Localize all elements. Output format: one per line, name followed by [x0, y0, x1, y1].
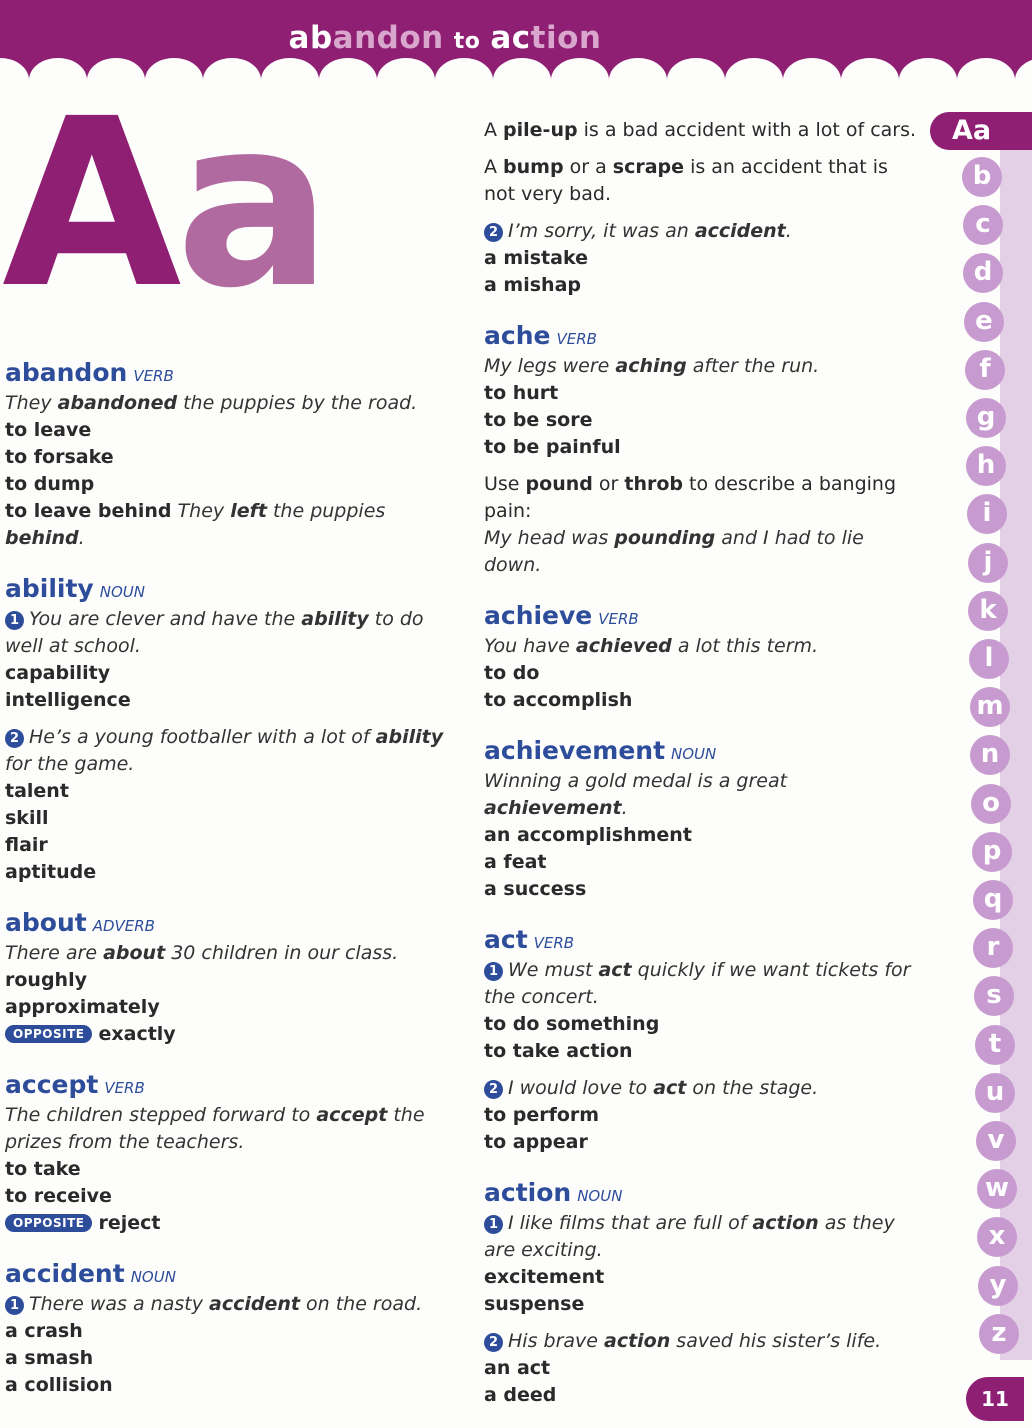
example: 1 You are clever and have the ability to do well at school. [5, 608, 424, 657]
tab-letter-d[interactable]: d [963, 253, 1003, 293]
synonym: to leave behind They left the puppies behind. [5, 500, 386, 549]
synonym: a deed [484, 1384, 557, 1406]
tab-letter-g[interactable]: g [966, 398, 1006, 438]
headword: action [484, 1178, 572, 1207]
synonym: suspense [484, 1293, 585, 1315]
usage-note: Use pound or throb to describe a banging pain: [484, 473, 897, 522]
example: 1 We must act quickly if we want tickets for the concert. [484, 959, 911, 1008]
tab-letter-f[interactable]: f [965, 350, 1005, 390]
synonym: a collision [5, 1374, 113, 1396]
tab-letter-x[interactable]: x [977, 1217, 1017, 1257]
tab-letter-z[interactable]: z [979, 1314, 1019, 1354]
tab-letter-u[interactable]: u [975, 1073, 1015, 1113]
headword: about [5, 908, 87, 937]
synonym: a success [484, 878, 587, 900]
synonym: to take [5, 1158, 81, 1180]
tab-letter-n[interactable]: n [970, 735, 1010, 775]
tab-letter-w[interactable]: w [977, 1169, 1017, 1209]
synonym: to take action [484, 1040, 633, 1062]
headword: ache [484, 321, 551, 350]
synonym: to do something [484, 1013, 660, 1035]
entry-accept: accept VERB The children stepped forward to accept the prizes from the teachers. to take to receive OPPOSITE reject [5, 1070, 460, 1237]
sense-number-icon: 1 [484, 1215, 503, 1234]
tab-letter-s[interactable]: s [974, 976, 1014, 1016]
synonym: skill [5, 807, 49, 829]
synonym: flair [5, 834, 48, 856]
example: 1 I like films that are full of action as they are exciting. [484, 1212, 895, 1261]
synonym: a crash [5, 1320, 83, 1342]
section-letter: Aa [2, 69, 327, 339]
synonym: capability [5, 662, 111, 684]
headword: achievement [484, 736, 666, 765]
sense-number-icon: 2 [484, 1333, 503, 1352]
tab-letter-b[interactable]: b [962, 157, 1002, 197]
entry-ability: ability NOUN 1 You are clever and have the ability to do well at school. capability intelligence 2 He’s a young footballer with a lot of ability for the game. talent skill flair aptitude [5, 574, 460, 886]
synonym: to leave [5, 419, 92, 441]
opposite-badge: OPPOSITE [5, 1214, 92, 1232]
entry-accident: accident NOUN 1 There was a nasty accident on the road. a crash a smash a collision [5, 1259, 460, 1399]
opposite: OPPOSITE exactly [5, 1021, 460, 1048]
example: My head was pounding and I had to lie down. [484, 527, 864, 576]
tab-letter-l[interactable]: l [969, 639, 1009, 679]
entry-abandon: abandon VERB They abandoned the puppies by the road. to leave to forsake to dump to leave behind They left the puppies behind. [5, 358, 460, 552]
synonym: to be painful [484, 436, 621, 458]
tab-letter-e[interactable]: e [964, 302, 1004, 342]
tab-letter-q[interactable]: q [973, 880, 1013, 920]
opposite-badge: OPPOSITE [5, 1025, 92, 1043]
synonym: intelligence [5, 689, 131, 711]
entry-achievement: achievement NOUN Winning a gold medal is a great achievement. an accomplishment a feat a success [484, 736, 924, 903]
synonym: a feat [484, 851, 547, 873]
sense-number-icon: 2 [5, 729, 24, 748]
example: Winning a gold medal is a great achievement. [484, 770, 788, 819]
sense-number-icon: 1 [5, 1296, 24, 1315]
sense-number-icon: 2 [484, 223, 503, 242]
tab-letter-m[interactable]: m [970, 687, 1010, 727]
synonym: to receive [5, 1185, 112, 1207]
tab-letter-t[interactable]: t [975, 1025, 1015, 1065]
tab-letter-r[interactable]: r [973, 928, 1013, 968]
sense-number-icon: 2 [484, 1080, 503, 1099]
synonym: to perform [484, 1104, 600, 1126]
entry-action: action NOUN 1 I like films that are full of action as they are exciting. excitement suspense 2 His brave action saved his sister’s life. an act a deed [484, 1178, 924, 1409]
synonym: to be sore [484, 409, 593, 431]
synonym: approximately [5, 996, 160, 1018]
tab-letter-i[interactable]: i [967, 494, 1007, 534]
example: My legs were aching after the run. [484, 355, 820, 377]
example: There are about 30 children in our class. [5, 942, 399, 964]
tab-letter-j[interactable]: j [968, 543, 1008, 583]
synonym: to forsake [5, 446, 114, 468]
example: They abandoned the puppies by the road. [5, 392, 418, 414]
entry-ache: ache VERB My legs were aching after the run. to hurt to be sore to be painful Use pound or throb to describe a banging pain: My head was pounding and I had to lie down. [484, 321, 924, 579]
tab-letter-o[interactable]: o [971, 784, 1011, 824]
tab-letter-c[interactable]: c [963, 205, 1003, 245]
synonym: an accomplishment [484, 824, 692, 846]
synonym: to do [484, 662, 540, 684]
synonym: roughly [5, 969, 87, 991]
synonym: excitement [484, 1266, 605, 1288]
synonym: an act [484, 1357, 551, 1379]
headword: accept [5, 1070, 99, 1099]
synonym: a mistake [484, 247, 588, 269]
synonym: a smash [5, 1347, 94, 1369]
example: 2 I would love to act on the stage. [484, 1075, 924, 1102]
example: 2 His brave action saved his sister’s life. [484, 1328, 924, 1355]
synonym: to dump [5, 473, 95, 495]
page-number: 11 [966, 1377, 1024, 1421]
example: 2 He’s a young footballer with a lot of ability for the game. [5, 726, 444, 775]
page-title: abandon to action [288, 20, 602, 56]
example: The children stepped forward to accept the prizes from the teachers. [5, 1104, 425, 1153]
entry-act: act VERB 1 We must act quickly if we want tickets for the concert. to do something to take action 2 I would love to act on the stage. to perform to appear [484, 925, 924, 1156]
headword: achieve [484, 601, 593, 630]
headword: ability [5, 574, 94, 603]
sense-number-icon: 1 [5, 611, 24, 630]
tab-letter-p[interactable]: p [972, 832, 1012, 872]
example: 2 I’m sorry, it was an accident. [484, 218, 924, 245]
synonym: talent [5, 780, 69, 802]
headword: abandon [5, 358, 128, 387]
sense-number-icon: 1 [484, 962, 503, 981]
synonym: a mishap [484, 274, 582, 296]
entry-accident-continued [484, 117, 924, 299]
headword: accident [5, 1259, 125, 1288]
tab-letter-y[interactable]: y [978, 1266, 1018, 1306]
right-column [484, 117, 924, 1409]
entry-achieve: achieve VERB You have achieved a lot this term. to do to accomplish [484, 601, 924, 714]
tab-letter-v[interactable]: v [976, 1121, 1016, 1161]
synonym: aptitude [5, 861, 97, 883]
synonym: to accomplish [484, 689, 633, 711]
synonym: to appear [484, 1131, 588, 1153]
tab-letter-h[interactable]: h [966, 446, 1006, 486]
headword: act [484, 925, 528, 954]
example: You have achieved a lot this term. [484, 635, 819, 657]
usage-note: A pile-up is a bad accident with a lot of cars. [484, 119, 917, 141]
entry-about: about ADVERB There are about 30 children in our class. roughly approximately OPPOSITE exactly [5, 908, 460, 1048]
left-column [5, 358, 460, 1399]
example: 1 There was a nasty accident on the road. [5, 1291, 460, 1318]
usage-note: A bump or a scrape is an accident that is not very bad. [484, 156, 888, 205]
tab-current-letter[interactable]: Aa [930, 112, 1032, 150]
synonym: to hurt [484, 382, 559, 404]
opposite: OPPOSITE reject [5, 1210, 460, 1237]
tab-letter-k[interactable]: k [968, 591, 1008, 631]
